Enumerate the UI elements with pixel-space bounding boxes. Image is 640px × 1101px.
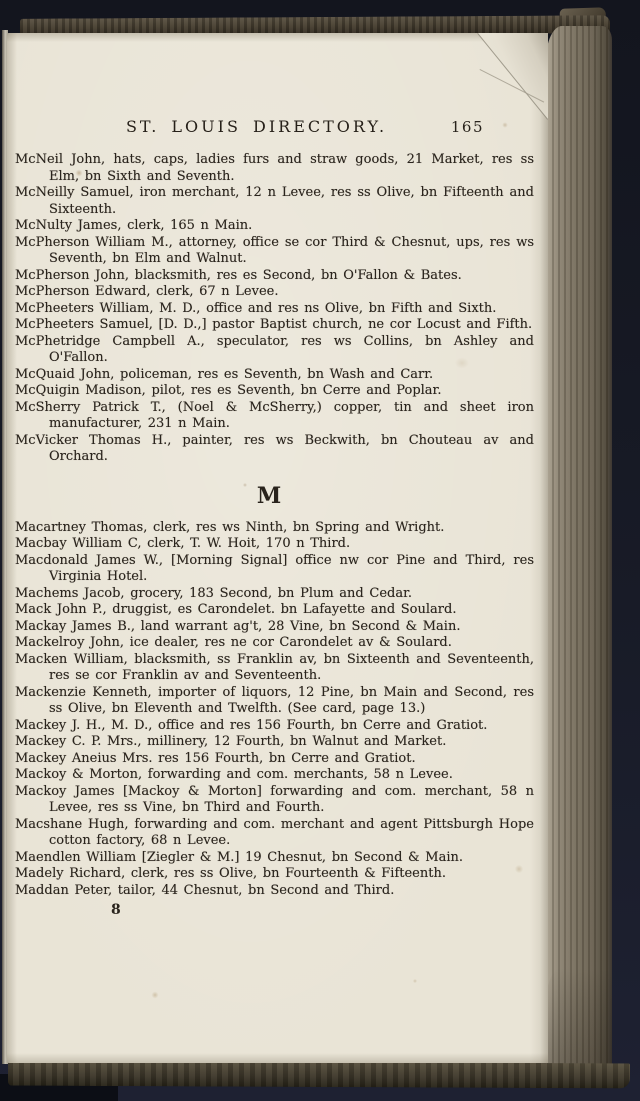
directory-entry: McNeilly Samuel, iron merchant, 12 n Levee, res ss Olive, bn Fifteenth and Sixteenth.: [15, 185, 534, 217]
directory-entry: Mackey J. H., M. D., office and res 156 Fourth, bn Cerre and Gratiot.: [15, 717, 488, 733]
section-heading-letter: M: [256, 482, 283, 509]
directory-entry: Mackay James B., land warrant ag't, 28 Vine, bn Second & Main.: [15, 618, 461, 634]
directory-entry: Mackenzie Kenneth, importer of liquors, 12 Pine, bn Main and Second, res ss Olive, bn Eleventh and Twelfth. (See card, page 13.): [15, 684, 534, 716]
page-title: ST. LOUIS DIRECTORY.: [125, 117, 388, 136]
directory-entry: Mackoy & Morton, forwarding and com. merchants, 58 n Levee.: [15, 767, 453, 782]
directory-entry: Mackey C. P. Mrs., millinery, 12 Fourth, bn Walnut and Market.: [15, 734, 447, 749]
directory-entry: Maendlen William [Ziegler & M.] 19 Chesnut, bn Second & Main.: [15, 849, 463, 865]
directory-entry: McQuaid John, policeman, res es Seventh, bn Wash and Carr.: [15, 366, 434, 382]
directory-entry: McPheeters Samuel, [D. D.,] pastor Baptist church, ne cor Locust and Fifth.: [15, 317, 533, 332]
scanned-directory-page: [7, 33, 548, 1063]
dog-ear-fold: [478, 33, 548, 119]
book-bottom-edge: [8, 1061, 630, 1089]
directory-entry: Macshane Hugh, forwarding and com. merchant and agent Pittsburgh Hope cotton factory, 68 n Levee.: [15, 816, 534, 848]
page-number: 165: [450, 118, 484, 136]
directory-entry: McVicker Thomas H., painter, res ws Beckwith, bn Chouteau av and Orchard.: [15, 432, 534, 464]
directory-entry: Mackoy James [Mackoy & Morton] forwarding and com. merchant, 58 n Levee, res ss Vine, bn Third and Fourth.: [15, 783, 534, 815]
directory-entry: Macartney Thomas, clerk, res ws Ninth, bn Spring and Wright.: [15, 519, 445, 535]
directory-entry: McPherson Edward, clerk, 67 n Levee.: [15, 284, 279, 299]
directory-entry: Madely Richard, clerk, res ss Olive, bn Fourteenth & Fifteenth.: [15, 866, 446, 881]
directory-entry: Mackelroy John, ice dealer, res ne cor Carondelet av & Soulard.: [15, 635, 452, 650]
directory-entry: Machems Jacob, grocery, 183 Second, bn Plum and Cedar.: [15, 585, 413, 601]
directory-entry: Maddan Peter, tailor, 44 Chesnut, bn Second and Third.: [15, 882, 395, 898]
directory-entry: McPherson William M., attorney, office se cor Third & Chesnut, ups, res ws Seventh, bn Elm and Walnut.: [15, 234, 534, 266]
page-header: [15, 117, 534, 139]
directory-entry: Macdonald James W., [Morning Signal] office nw cor Pine and Third, res Virginia Hotel.: [15, 552, 534, 584]
directory-entry: Mackey Aneius Mrs. res 156 Fourth, bn Cerre and Gratiot.: [15, 750, 416, 766]
directory-entry: Mack John P., druggist, es Carondelet. bn Lafayette and Soulard.: [15, 602, 457, 617]
directory-entry: McPhetridge Campbell A., speculator, res ws Collins, bn Ashley and O'Fallon.: [15, 333, 534, 365]
directory-entry: Macbay William C, clerk, T. W. Hoit, 170 n Third.: [15, 536, 351, 551]
directory-entry: McSherry Patrick T., (Noel & McSherry,) copper, tin and sheet iron manufacturer, 231 n Main.: [15, 399, 534, 431]
directory-entry: McQuigin Madison, pilot, res es Seventh, bn Cerre and Poplar.: [15, 383, 442, 398]
directory-entry: McPheeters William, M. D., office and res ns Olive, bn Fifth and Sixth.: [15, 300, 497, 316]
signature-mark: 8: [111, 902, 121, 918]
directory-entry: McPherson John, blacksmith, res es Second, bn O'Fallon & Bates.: [15, 267, 462, 283]
directory-entries: [15, 152, 534, 918]
directory-entry: Macken William, blacksmith, ss Franklin av, bn Sixteenth and Seventeenth, res se cor Franklin av and Seventeenth.: [15, 651, 534, 683]
directory-entry: McNulty James, clerk, 165 n Main.: [15, 218, 253, 233]
book-fore-edge: [546, 26, 612, 1088]
directory-entry: McNeil John, hats, caps, ladies furs and straw goods, 21 Market, res ss Elm, bn Sixth and Seventh.: [15, 152, 534, 184]
